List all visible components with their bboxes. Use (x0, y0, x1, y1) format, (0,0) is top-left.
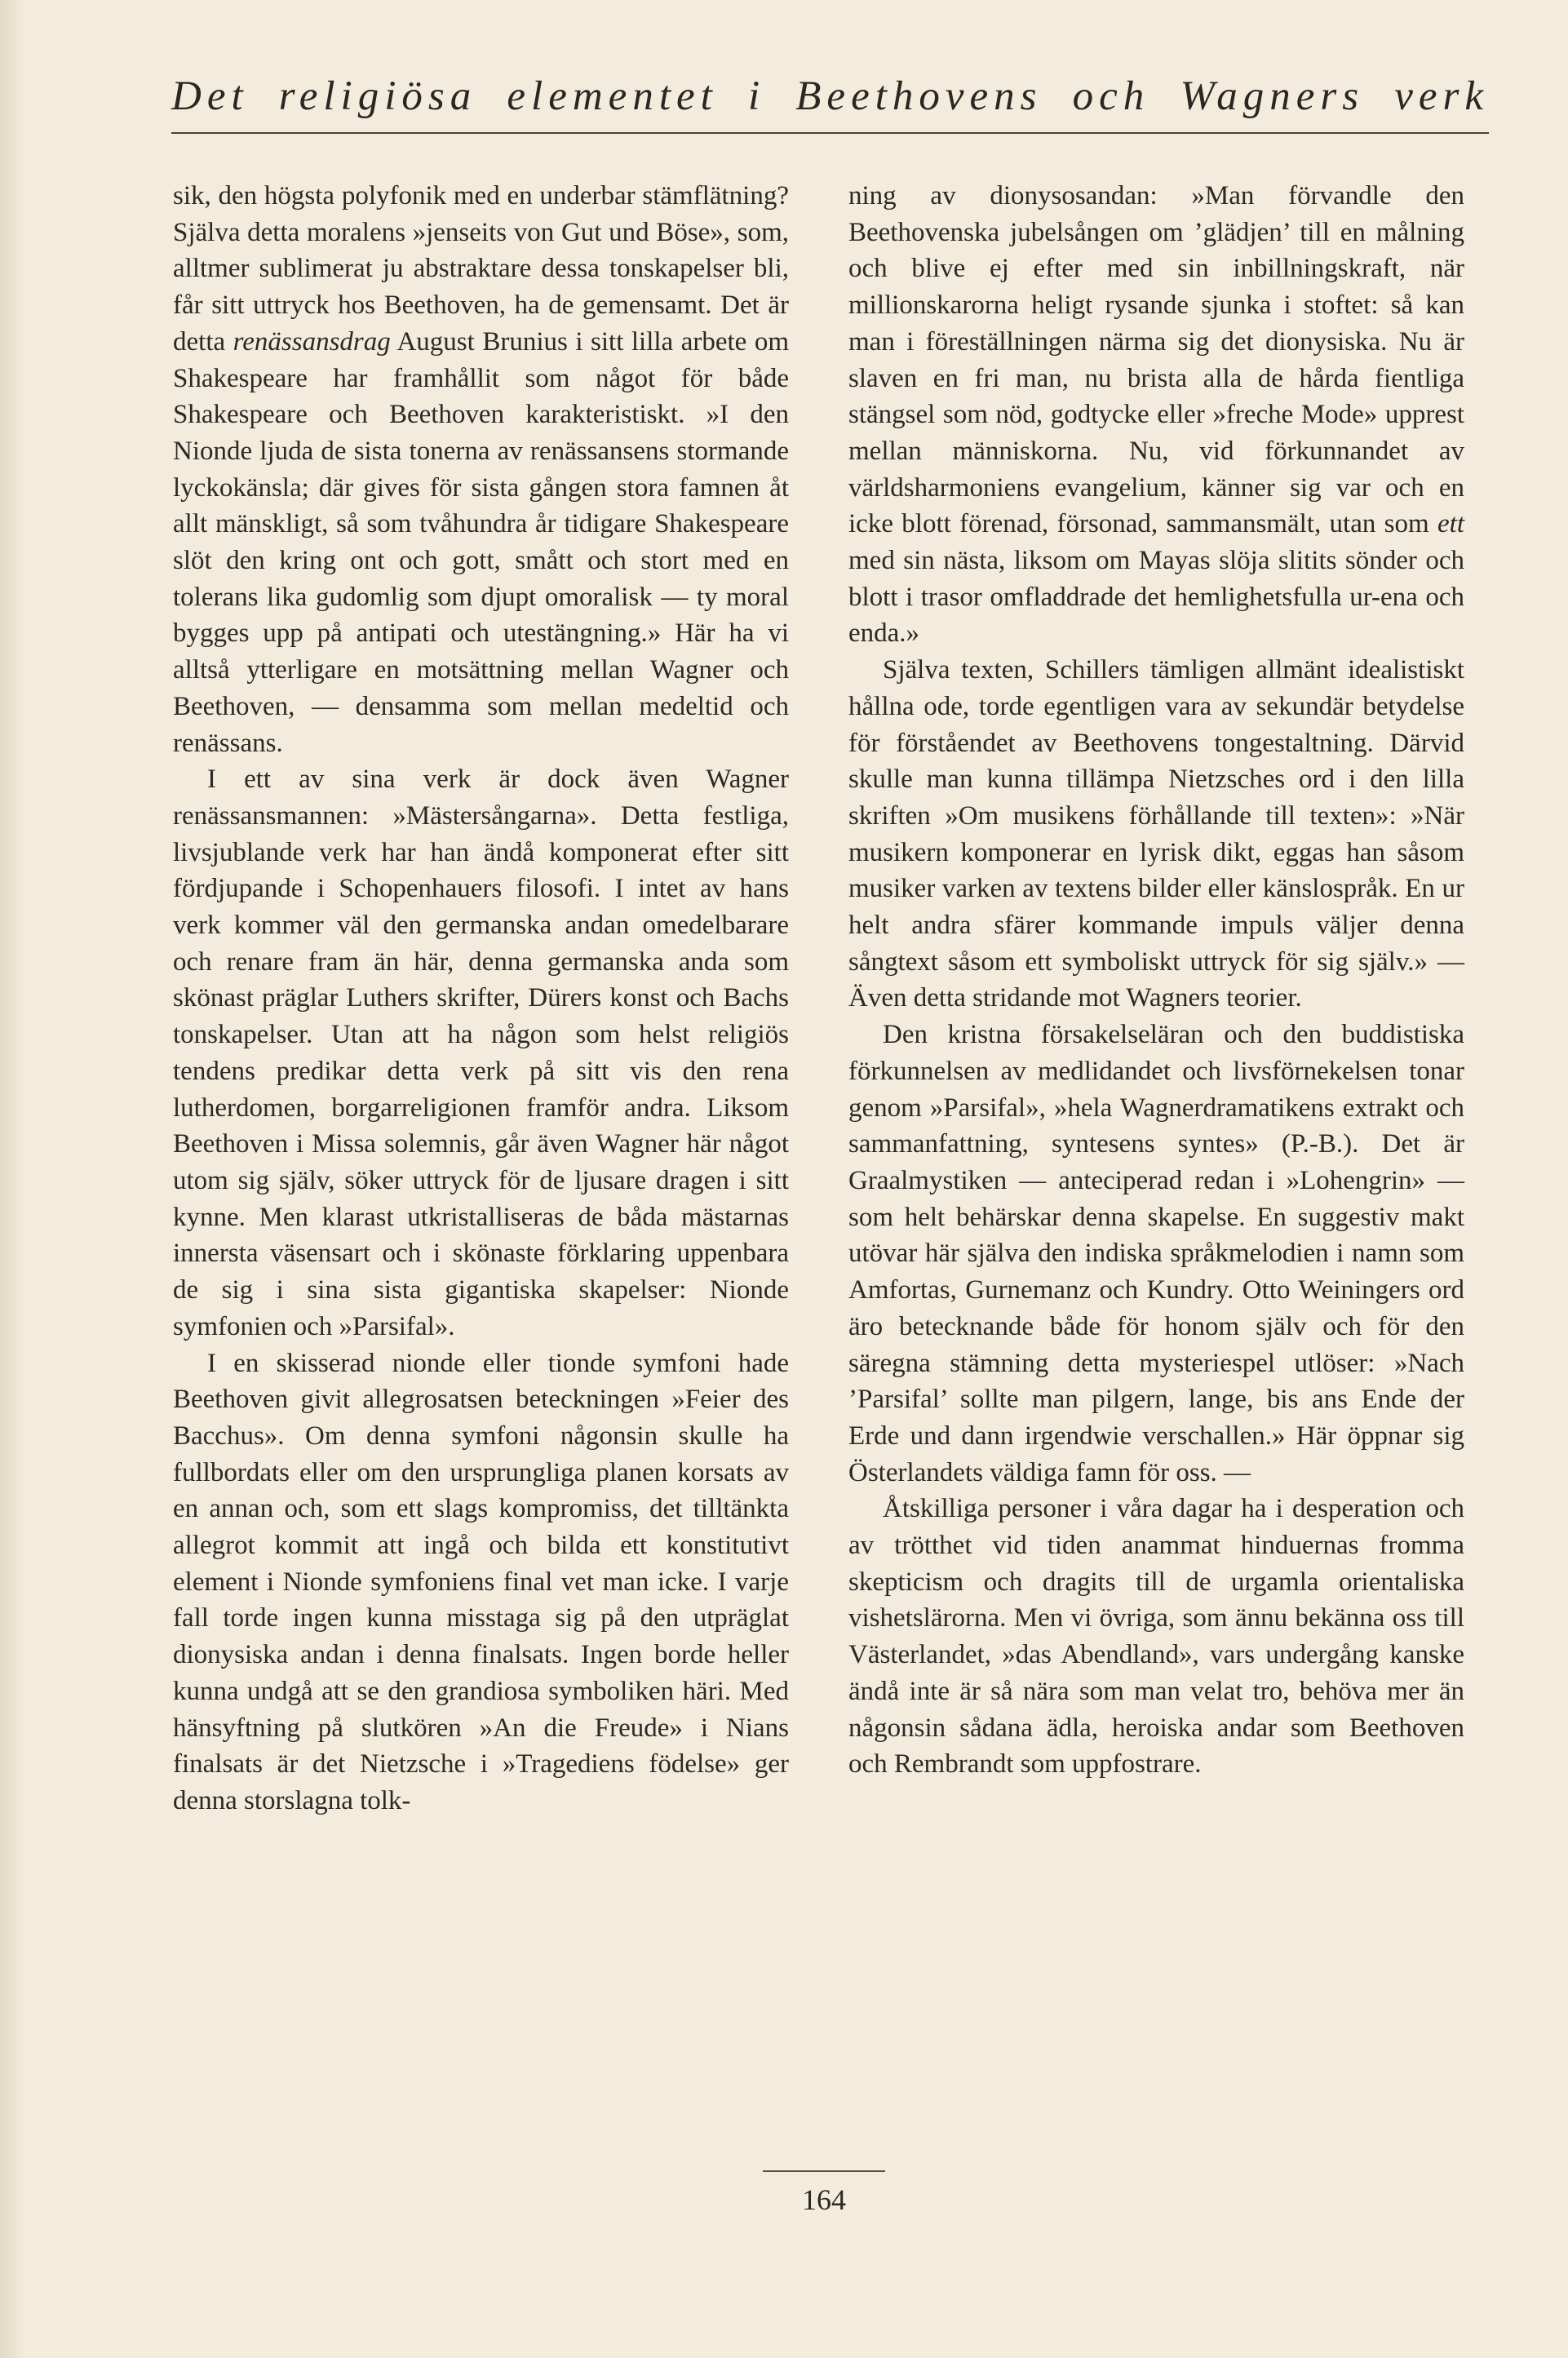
page-gutter-shadow (0, 0, 24, 2358)
left-column (173, 178, 789, 1819)
paragraph: I ett av sina verk är dock även Wagner renässansmannen: »Mästersångarna». Detta festliga, livsjublande verk har han ändå komponerat efter sitt fördjupande i Schopenhauers filosofi. I intet av hans verk kommer väl den germanska andan omedelbarare och renare fram än här, denna germanska anda som skönast präglar Luthers skrifter, Dürers konst och Bachs tonskapelser. Utan att ha någon som helst religiös tendens predikar detta verk på sitt vis den rena lutherdomen, borgarreligionen framför andra. Liksom Beethoven i Missa solemnis, går även Wagner här något utom sig själv, söker uttryck för de ljusare dragen i sitt kynne. Men klarast utkristalliseras de båda mästarnas innersta väsensart och i skönaste förklaring uppenbara de sig i sina sista gigantiska skapelser: Nionde symfonien och »Parsifal». (173, 765, 789, 1341)
paragraph-text: sik, den högsta polyfonik med en underbar stämflätning? Själva detta moralens »jenseits von Gut und Böse», som, alltmer sublimerat ju abstraktare dessa tonskapelser bli, får sitt uttryck hos Beethoven, ha de gemensamt. Det är detta (173, 181, 789, 357)
paragraph (848, 178, 1464, 652)
right-column (848, 178, 1464, 1783)
header-rule (171, 132, 1489, 134)
page-number: 164 (802, 2183, 846, 2216)
italic-term: ett (1437, 509, 1464, 539)
paragraph: I en skisserad nionde eller tionde symfoni hade Beethoven givit allegrosatsen beteckningen »Feier des Bacchus». Om denna symfoni någonsin skulle ha fullbordats eller om den ursprungliga planen korsats av en annan och, som ett slags kompromiss, det tilltänkta allegrot kommit att ingå och bilda ett konstitutivt element i Nionde symfoniens final vet man icke. I varje fall torde ingen kunna misstaga sig på den utpräglat dionysiska andan i denna finalsats. Ingen borde heller kunna undgå att se den grandiosa symboliken häri. Med hänsyftning på slutkören »An die Freude» i Nians finalsats är det Nietzsche i »Tragediens födelse» ger denna storslagna tolk- (173, 1348, 789, 1815)
running-title: Det religiösa elementet i Beethovens och Wagners verk (171, 73, 1489, 119)
paragraph: Själva texten, Schillers tämligen allmänt idealistiskt hållna ode, torde egentligen vara av sekundär betydelse för förståendet av Beethovens tongestaltning. Därvid skulle man kunna tillämpa Nietzsches ord i den lilla skriften »Om musikens förhållande till texten»: »När musikern komponerar en lyrisk dikt, eggas han såsom musiker varken av textens bilder eller känslospråk. En ur helt andra sfärer kommande impuls väljer denna sångtext såsom ett symboliskt uttryck för sig själv.» — Även detta stridande mot Wagners teorier. (848, 655, 1464, 1013)
paragraph-text: med sin nästa, liksom om Mayas slöja slitits sönder och blott i trasor omfladdrade det hemlighetsfulla ur-ena och enda.» (848, 546, 1464, 649)
paragraph (173, 178, 789, 761)
italic-term: renässansdrag (233, 326, 391, 357)
paragraph-text: ning av dionysosandan: »Man förvandle den Beethovenska jubelsången om ’glädjen’ till en målning och blive ej efter med sin inbillningskraft, när millionskarorna heligt rysande sjunka i stoftet: så kan man i föreställningen närma sig det dionysiska. Nu är slaven en fri man, nu brista alla de hårda fientliga stängsel som nöd, godtycke eller »freche Mode» upprest mellan människorna. Nu, vid förkunnandet av världsharmoniens evangelium, känner sig var och en icke blott förenad, försonad, sammansmält, utan som (848, 181, 1464, 539)
paragraph: Den kristna försakelseläran och den buddistiska förkunnelsen av medlidandet och livsförnekelsen tonar genom »Parsifal», »hela Wagnerdramatikens extrakt och sammanfattning, syntesens syntes» (P.-B.). Det är Graalmystiken — anteciperad redan i »Lohengrin» — som helt behärskar denna skapelse. En suggestiv makt utövar här själva den indiska språkmelodien i namn som Amfortas, Gurnemanz och Kundry. Otto Weiningers ord äro betecknande både för honom själv och för den säregna stämning detta mysteriespel utlöser: »Nach ’Parsifal’ sollte man pilgern, lange, bis ans Ende der Erde und dann irgendwie verschallen.» Här öppnar sig Österlandets väldiga famn för oss. — (848, 1020, 1464, 1487)
footer-rule (763, 2170, 885, 2172)
paragraph: Åtskilliga personer i våra dagar ha i desperation och av trötthet vid tiden anammat hinduernas fromma skepticism och dragits till de urgamla orientaliska vishetslärorna. Men vi övriga, som ännu bekänna oss till Västerlandet, »das Abendland», vars undergång kanske ändå inte är så nära som man velat tro, behöva mer än någonsin sådana ädla, heroiska andar som Beethoven och Rembrandt som uppfostrare. (848, 1494, 1464, 1780)
paragraph-text: August Brunius i sitt lilla arbete om Shakespeare har framhållit som något för både Shakespeare och Beethoven karakteristiskt. »I den Nionde ljuda de sista tonerna av renässansens stormande lyckokänsla; där gives för sista gången stora famnen åt allt mänskligt, så som tvåhundra år tidigare Shakespeare slöt den kring ont och gott, smått och stort med en tolerans lika gudomlig som djupt omoralisk — ty moral bygges upp på antipati och utestängning.» Här ha vi alltså ytterligare en motsättning mellan Wagner och Beethoven, — densamma som mellan medeltid och renässans. (173, 326, 789, 758)
